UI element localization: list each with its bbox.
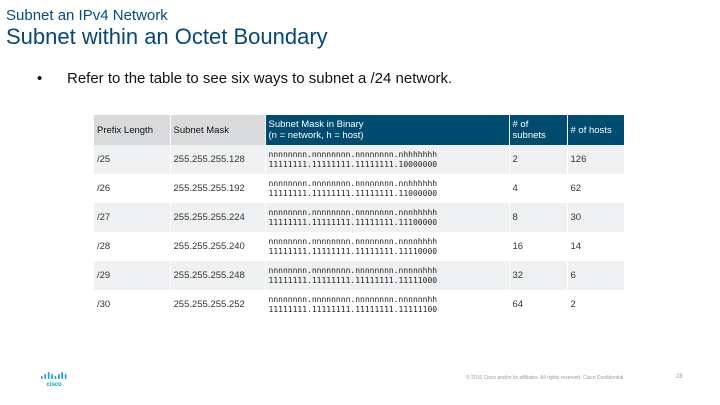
cell-hosts: 6 [567,261,624,290]
header-binary-line1: Subnet Mask in Binary [268,119,364,130]
table-header-row [94,115,624,145]
table-row [94,261,624,290]
cell-subnets: 64 [509,290,567,319]
footer-copyright: © 2016 Cisco and/or its affiliates. All rights reserved. Cisco Confidential [466,375,624,381]
cell-hosts: 2 [567,290,624,319]
header-subnets-line1: # of [512,119,529,130]
table-row [94,232,624,261]
table-row [94,145,624,174]
table-row [94,203,624,232]
cell-binary-bits: 11111111.11111111.11111111.11110000 [268,246,438,256]
cisco-logo-text: cisco [46,382,62,387]
cell-prefix: /30 [94,290,170,319]
cisco-logo-bars [41,372,66,379]
cell-binary [265,232,509,261]
cell-binary [265,174,509,203]
cell-binary-bits: 11111111.11111111.11111111.11111000 [268,275,438,285]
cell-hosts: 126 [567,145,624,174]
cell-binary-pattern: nnnnnnnn.nnnnnnnn.nnnnnnnn.nnnnnhhh [268,265,438,275]
cell-hosts: 14 [567,232,624,261]
cisco-logo [40,371,68,387]
cell-binary-pattern: nnnnnnnn.nnnnnnnn.nnnnnnnn.nnhhhhhh [268,178,438,188]
page-number: 28 [676,374,683,380]
cell-binary-bits: 11111111.11111111.11111111.11000000 [268,188,438,198]
header-binary-line2: (n = network, h = host) [268,130,364,141]
cell-binary [265,203,509,232]
cell-subnets: 8 [509,203,567,232]
cell-mask: 255.255.255.128 [170,145,265,174]
cell-prefix: /29 [94,261,170,290]
cell-mask: 255.255.255.224 [170,203,265,232]
header-subnets-line2: subnets [512,130,546,141]
cell-subnets: 32 [509,261,567,290]
cell-hosts: 62 [567,174,624,203]
cell-hosts: 30 [567,203,624,232]
cell-subnets: 4 [509,174,567,203]
subnet-table [94,115,625,319]
cell-binary-pattern: nnnnnnnn.nnnnnnnn.nnnnnnnn.nhhhhhhh [268,149,438,159]
slide-title: Subnet within an Octet Boundary [6,24,328,49]
slide-supertitle: Subnet an IPv4 Network [6,7,168,24]
header-subnet-mask: Subnet Mask [170,115,265,145]
cell-subnets: 16 [509,232,567,261]
table-row [94,174,624,203]
header-num-hosts: # of hosts [567,115,624,145]
cell-mask: 255.255.255.240 [170,232,265,261]
cell-prefix: /25 [94,145,170,174]
cell-binary-bits: 11111111.11111111.11111111.10000000 [268,159,438,169]
bullet-item [37,70,452,87]
cell-mask: 255.255.255.192 [170,174,265,203]
cell-binary-pattern: nnnnnnnn.nnnnnnnn.nnnnnnnn.nnnhhhhh [268,207,438,217]
cell-binary-pattern: nnnnnnnn.nnnnnnnn.nnnnnnnn.nnnnnnhh [268,294,438,304]
cell-binary [265,261,509,290]
cell-prefix: /26 [94,174,170,203]
header-prefix-length: Prefix Length [94,115,170,145]
cell-binary-bits: 11111111.11111111.11111111.11100000 [268,217,438,227]
bullet-text: Refer to the table to see six ways to subnet a /24 network. [67,70,453,87]
cell-binary-pattern: nnnnnnnn.nnnnnnnn.nnnnnnnn.nnnnhhhh [268,236,438,246]
header-num-subnets [509,115,567,145]
cell-prefix: /27 [94,203,170,232]
cell-binary [265,145,509,174]
cell-prefix: /28 [94,232,170,261]
cell-subnets: 2 [509,145,567,174]
cell-binary [265,290,509,319]
cell-binary-bits: 11111111.11111111.11111111.11111100 [268,304,438,314]
cell-mask: 255.255.255.248 [170,261,265,290]
bullet-dot: • [37,70,43,87]
header-subnet-mask-binary [265,115,509,145]
cell-mask: 255.255.255.252 [170,290,265,319]
table-row [94,290,624,319]
